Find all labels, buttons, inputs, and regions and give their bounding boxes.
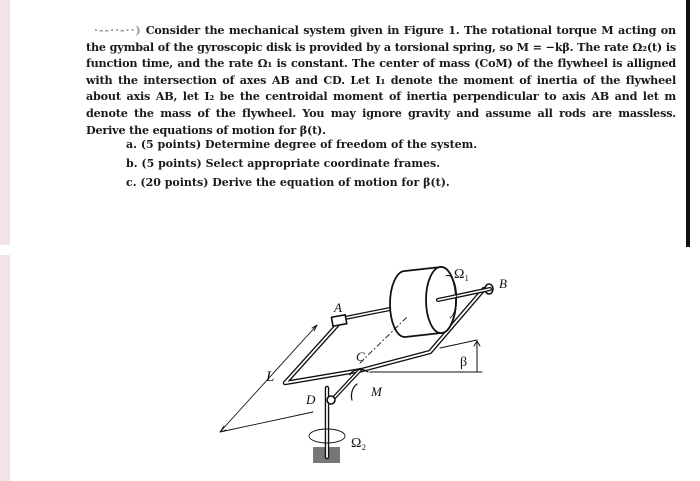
beta-arrow bbox=[474, 341, 480, 372]
label-b: B bbox=[499, 276, 507, 291]
label-omega1: Ω₁ bbox=[454, 267, 470, 282]
torque-m-arrow bbox=[350, 370, 368, 400]
label-omega2: Ω₂ bbox=[351, 436, 367, 451]
part-item: b. (5 points) Select appropriate coordinate frames. bbox=[126, 157, 441, 170]
part-item: a. (5 points) Determine degree of freedom of the system. bbox=[126, 138, 478, 151]
label-c: C bbox=[356, 349, 365, 364]
part-item: c. (20 points) Derive the equation of motion for β(t). bbox=[126, 176, 450, 189]
label-l: L bbox=[266, 369, 275, 385]
label-beta: β bbox=[460, 355, 468, 370]
label-d: D bbox=[306, 392, 316, 407]
label-m: M bbox=[371, 384, 382, 399]
axis-cd-dashed bbox=[360, 317, 407, 363]
bearing-a bbox=[331, 315, 346, 326]
label-a: A bbox=[334, 300, 342, 315]
problem-prefix: ·--··-··) bbox=[94, 23, 142, 37]
problem-body: Consider the mechanical system given in Figure 1. The rotational torque M acting on the gymbal of the gyroscopic disk is provided by a torsional spring, so M = −kβ. The rate Ω₂(t) is function time, and the rate Ω₁ is constant. The center of mass (CoM) of the flywheel is alligned with the intersection of axes AB and CD. Let I₁ denote the moment of inertia of the flywheel about axis AB, let I₂ be the centroidal moment of inertia perpendicular to axis AB and let m denote the mass of the flywheel. You may ignore gravity and assume all rods are massless. Derive the equations of motion for β(t). bbox=[86, 23, 676, 137]
